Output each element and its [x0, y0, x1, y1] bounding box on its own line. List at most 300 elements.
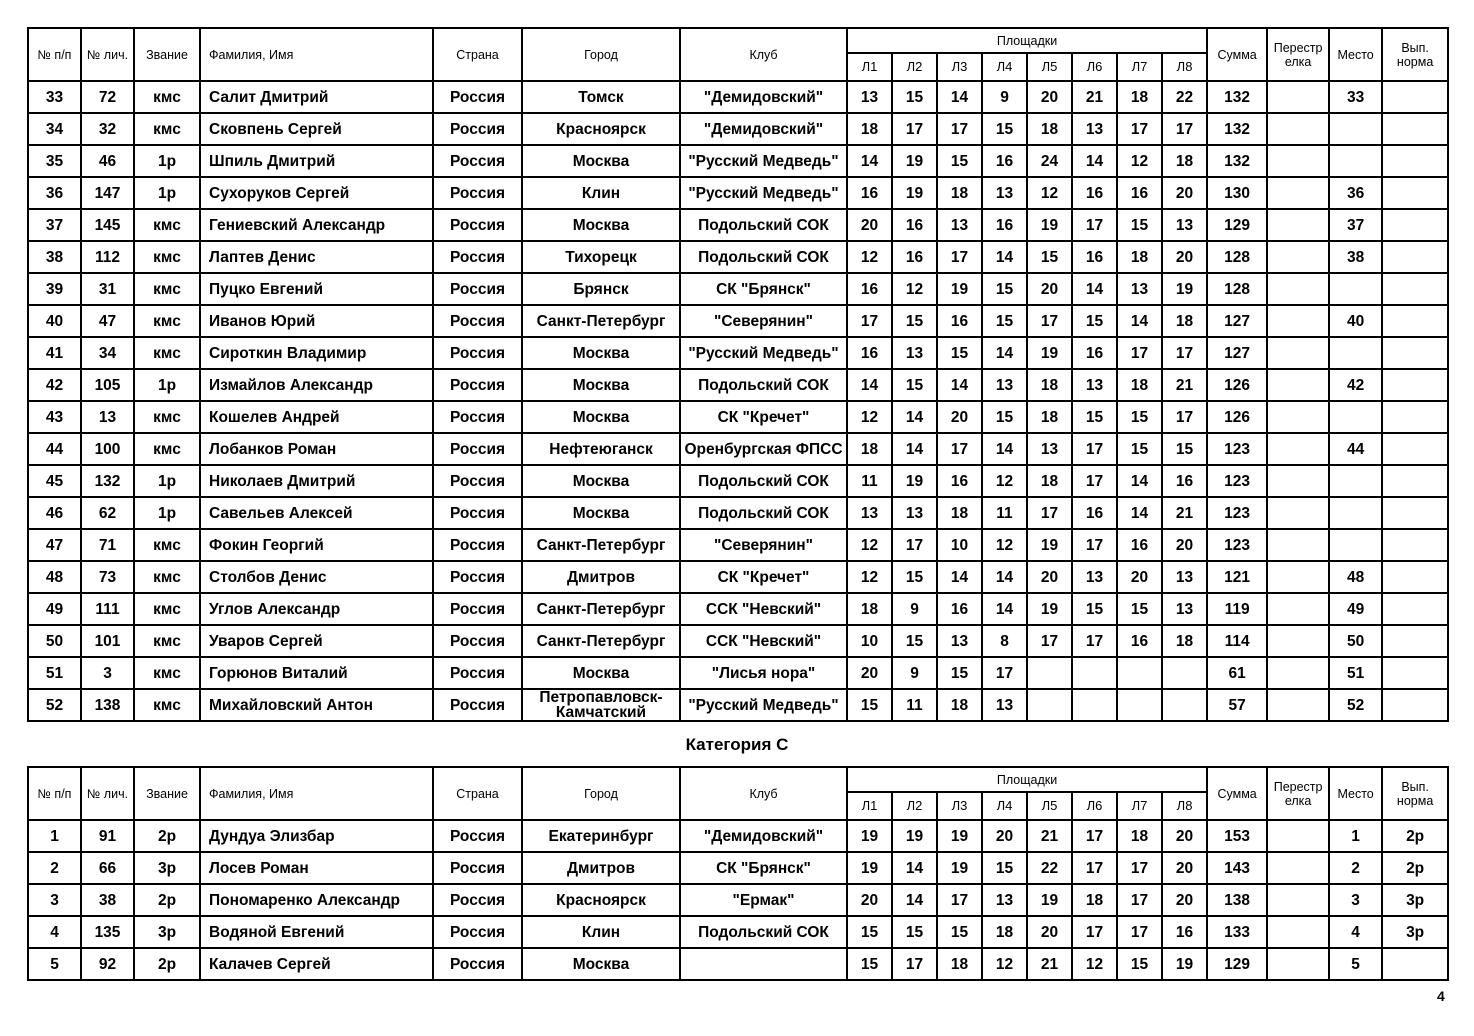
- cell-personal-number: 112: [81, 241, 134, 273]
- col-header-l3: Л3: [937, 792, 982, 820]
- cell-city: Москва: [522, 337, 680, 369]
- cell-club: [680, 948, 847, 980]
- cell-athlete-name: Лосев Роман: [200, 852, 433, 884]
- cell-sum: 128: [1207, 273, 1267, 305]
- cell-score-l7: 15: [1117, 401, 1162, 433]
- cell-score-l3: 14: [937, 561, 982, 593]
- cell-country: Россия: [433, 209, 522, 241]
- cell-score-l4: 13: [982, 369, 1027, 401]
- cell-rank: 1р: [134, 497, 200, 529]
- cell-score-l1: 12: [847, 241, 892, 273]
- cell-score-l4: 16: [982, 209, 1027, 241]
- cell-score-l6: 17: [1072, 209, 1117, 241]
- cell-score-l4: 15: [982, 852, 1027, 884]
- cell-score-l5: 18: [1027, 465, 1072, 497]
- cell-shootoff: [1267, 465, 1329, 497]
- cell-personal-number: 105: [81, 369, 134, 401]
- cell-score-l3: 14: [937, 369, 982, 401]
- cell-rank: кмс: [134, 241, 200, 273]
- cell-club: Оренбургская ФПСС: [680, 433, 847, 465]
- cell-sum: 127: [1207, 337, 1267, 369]
- cell-rank: кмс: [134, 337, 200, 369]
- cell-score-l3: 16: [937, 465, 982, 497]
- cell-personal-number: 62: [81, 497, 134, 529]
- cell-personal-number: 38: [81, 884, 134, 916]
- cell-shootoff: [1267, 852, 1329, 884]
- cell-country: Россия: [433, 401, 522, 433]
- cell-country: Россия: [433, 593, 522, 625]
- cell-score-l7: 18: [1117, 241, 1162, 273]
- cell-country: Россия: [433, 561, 522, 593]
- cell-shootoff: [1267, 433, 1329, 465]
- col-header-personal-number: № лич.: [81, 28, 134, 81]
- cell-score-l2: 19: [892, 465, 937, 497]
- cell-score-l3: 18: [937, 948, 982, 980]
- cell-score-l3: 17: [937, 433, 982, 465]
- cell-rank: кмс: [134, 209, 200, 241]
- cell-score-l3: 13: [937, 209, 982, 241]
- col-header-sum: Сумма: [1207, 767, 1267, 820]
- cell-sum: 132: [1207, 113, 1267, 145]
- cell-personal-number: 66: [81, 852, 134, 884]
- cell-athlete-name: Лобанков Роман: [200, 433, 433, 465]
- table-row: [28, 884, 1448, 916]
- col-header-club: Клуб: [680, 28, 847, 81]
- cell-sum: 143: [1207, 852, 1267, 884]
- cell-score-l7: 15: [1117, 209, 1162, 241]
- cell-score-l1: 20: [847, 657, 892, 689]
- cell-rank: 1р: [134, 369, 200, 401]
- cell-score-l5: 18: [1027, 401, 1072, 433]
- cell-shootoff: [1267, 241, 1329, 273]
- col-header-l7: Л7: [1117, 792, 1162, 820]
- cell-score-l6: 17: [1072, 916, 1117, 948]
- cell-row-number: 43: [28, 401, 81, 433]
- cell-athlete-name: Кошелев Андрей: [200, 401, 433, 433]
- cell-rank: кмс: [134, 561, 200, 593]
- cell-club: Подольский СОК: [680, 369, 847, 401]
- cell-row-number: 42: [28, 369, 81, 401]
- cell-personal-number: 71: [81, 529, 134, 561]
- cell-norm: [1382, 113, 1448, 145]
- cell-shootoff: [1267, 561, 1329, 593]
- cell-score-l4: 14: [982, 337, 1027, 369]
- table-row: [28, 916, 1448, 948]
- cell-city: Тихорецк: [522, 241, 680, 273]
- cell-athlete-name: Николаев Дмитрий: [200, 465, 433, 497]
- cell-rank: кмс: [134, 689, 200, 721]
- cell-row-number: 34: [28, 113, 81, 145]
- cell-score-l2: 19: [892, 145, 937, 177]
- cell-athlete-name: Савельев Алексей: [200, 497, 433, 529]
- cell-score-l5: 19: [1027, 209, 1072, 241]
- cell-score-l8: 20: [1162, 820, 1207, 852]
- cell-place: 2: [1329, 852, 1382, 884]
- cell-score-l5: 20: [1027, 273, 1072, 305]
- cell-score-l7: [1117, 689, 1162, 721]
- cell-club: СК "Брянск": [680, 852, 847, 884]
- cell-athlete-name: Сироткин Владимир: [200, 337, 433, 369]
- cell-norm: [1382, 81, 1448, 113]
- cell-personal-number: 31: [81, 273, 134, 305]
- cell-city: Красноярск: [522, 113, 680, 145]
- cell-rank: кмс: [134, 593, 200, 625]
- cell-place: 50: [1329, 625, 1382, 657]
- cell-norm: [1382, 433, 1448, 465]
- cell-score-l2: 14: [892, 401, 937, 433]
- cell-score-l2: 14: [892, 852, 937, 884]
- cell-athlete-name: Пономаренко Александр: [200, 884, 433, 916]
- cell-sum: 123: [1207, 529, 1267, 561]
- cell-score-l1: 16: [847, 273, 892, 305]
- table-row: [28, 497, 1448, 529]
- col-header-l1: Л1: [847, 53, 892, 81]
- cell-place: 51: [1329, 657, 1382, 689]
- cell-score-l6: 15: [1072, 593, 1117, 625]
- cell-score-l4: 12: [982, 948, 1027, 980]
- cell-norm: [1382, 948, 1448, 980]
- cell-score-l5: 13: [1027, 433, 1072, 465]
- cell-club: Подольский СОК: [680, 241, 847, 273]
- cell-athlete-name: Гениевский Александр: [200, 209, 433, 241]
- cell-score-l3: 16: [937, 593, 982, 625]
- cell-country: Россия: [433, 852, 522, 884]
- cell-score-l5: 18: [1027, 113, 1072, 145]
- cell-club: "Демидовский": [680, 81, 847, 113]
- table-row: [28, 273, 1448, 305]
- cell-rank: кмс: [134, 657, 200, 689]
- table-row: [28, 177, 1448, 209]
- cell-sum: 132: [1207, 145, 1267, 177]
- category-title: Категория C: [685, 735, 789, 754]
- cell-shootoff: [1267, 916, 1329, 948]
- cell-personal-number: 135: [81, 916, 134, 948]
- cell-row-number: 50: [28, 625, 81, 657]
- cell-personal-number: 132: [81, 465, 134, 497]
- cell-score-l6: 17: [1072, 852, 1117, 884]
- cell-country: Россия: [433, 81, 522, 113]
- col-header-l4: Л4: [982, 53, 1027, 81]
- cell-score-l1: 18: [847, 433, 892, 465]
- cell-score-l3: 18: [937, 497, 982, 529]
- cell-score-l1: 11: [847, 465, 892, 497]
- cell-row-number: 45: [28, 465, 81, 497]
- cell-country: Россия: [433, 305, 522, 337]
- cell-norm: [1382, 177, 1448, 209]
- cell-score-l4: 14: [982, 561, 1027, 593]
- cell-country: Россия: [433, 529, 522, 561]
- cell-score-l1: 19: [847, 852, 892, 884]
- cell-sum: 121: [1207, 561, 1267, 593]
- cell-norm: [1382, 145, 1448, 177]
- cell-score-l5: 17: [1027, 497, 1072, 529]
- cell-score-l6: 14: [1072, 273, 1117, 305]
- cell-score-l3: 10: [937, 529, 982, 561]
- cell-city: Клин: [522, 177, 680, 209]
- cell-shootoff: [1267, 884, 1329, 916]
- cell-club: ССК "Невский": [680, 625, 847, 657]
- cell-score-l1: 20: [847, 884, 892, 916]
- cell-score-l6: 12: [1072, 948, 1117, 980]
- cell-country: Россия: [433, 916, 522, 948]
- cell-place: 5: [1329, 948, 1382, 980]
- cell-score-l6: 16: [1072, 177, 1117, 209]
- cell-personal-number: 72: [81, 81, 134, 113]
- cell-shootoff: [1267, 497, 1329, 529]
- cell-score-l1: 16: [847, 177, 892, 209]
- col-header-personal-number: № лич.: [81, 767, 134, 820]
- cell-norm: 2р: [1382, 820, 1448, 852]
- cell-city: Дмитров: [522, 852, 680, 884]
- cell-score-l8: [1162, 689, 1207, 721]
- cell-athlete-name: Дундуа Элизбар: [200, 820, 433, 852]
- cell-city: Красноярск: [522, 884, 680, 916]
- cell-rank: кмс: [134, 113, 200, 145]
- cell-score-l1: 12: [847, 401, 892, 433]
- cell-score-l4: 15: [982, 273, 1027, 305]
- cell-score-l1: 12: [847, 529, 892, 561]
- table-row: [28, 305, 1448, 337]
- results-table-category-c: [27, 766, 1449, 981]
- cell-score-l1: 15: [847, 916, 892, 948]
- col-header-platforms-group: Площадки: [847, 28, 1207, 53]
- cell-city: Екатеринбург: [522, 820, 680, 852]
- cell-place: 38: [1329, 241, 1382, 273]
- cell-norm: [1382, 305, 1448, 337]
- cell-city: Томск: [522, 81, 680, 113]
- cell-club: "Демидовский": [680, 113, 847, 145]
- cell-score-l4: 14: [982, 593, 1027, 625]
- col-header-l4: Л4: [982, 792, 1027, 820]
- cell-score-l6: 14: [1072, 145, 1117, 177]
- table-row: [28, 241, 1448, 273]
- cell-place: 36: [1329, 177, 1382, 209]
- cell-score-l8: 19: [1162, 273, 1207, 305]
- cell-place: 49: [1329, 593, 1382, 625]
- cell-score-l4: 9: [982, 81, 1027, 113]
- col-header-place: Место: [1329, 28, 1382, 81]
- cell-shootoff: [1267, 401, 1329, 433]
- cell-score-l3: 13: [937, 625, 982, 657]
- table-row: [28, 948, 1448, 980]
- cell-city: Санкт-Петербург: [522, 305, 680, 337]
- cell-country: Россия: [433, 689, 522, 721]
- table-row: [28, 337, 1448, 369]
- cell-score-l4: 15: [982, 305, 1027, 337]
- cell-norm: [1382, 625, 1448, 657]
- cell-score-l6: 13: [1072, 561, 1117, 593]
- cell-personal-number: 13: [81, 401, 134, 433]
- cell-city: Москва: [522, 497, 680, 529]
- cell-score-l7: 12: [1117, 145, 1162, 177]
- col-header-rank: Звание: [134, 767, 200, 820]
- cell-country: Россия: [433, 241, 522, 273]
- cell-shootoff: [1267, 209, 1329, 241]
- col-header-club: Клуб: [680, 767, 847, 820]
- col-header-row-number: № п/п: [28, 767, 81, 820]
- cell-rank: кмс: [134, 433, 200, 465]
- cell-club: ССК "Невский": [680, 593, 847, 625]
- cell-athlete-name: Столбов Денис: [200, 561, 433, 593]
- cell-score-l8: 16: [1162, 465, 1207, 497]
- cell-norm: [1382, 689, 1448, 721]
- cell-row-number: 4: [28, 916, 81, 948]
- cell-city: Санкт-Петербург: [522, 529, 680, 561]
- cell-score-l1: 13: [847, 497, 892, 529]
- cell-score-l6: 16: [1072, 497, 1117, 529]
- cell-score-l8: 20: [1162, 177, 1207, 209]
- cell-score-l6: 17: [1072, 529, 1117, 561]
- cell-score-l2: 19: [892, 820, 937, 852]
- cell-rank: кмс: [134, 273, 200, 305]
- cell-score-l2: 12: [892, 273, 937, 305]
- cell-shootoff: [1267, 177, 1329, 209]
- table-row: [28, 852, 1448, 884]
- cell-score-l5: 20: [1027, 561, 1072, 593]
- cell-score-l4: 13: [982, 884, 1027, 916]
- cell-score-l2: 14: [892, 433, 937, 465]
- cell-personal-number: 46: [81, 145, 134, 177]
- cell-score-l8: [1162, 657, 1207, 689]
- cell-athlete-name: Салит Дмитрий: [200, 81, 433, 113]
- col-header-l5: Л5: [1027, 792, 1072, 820]
- cell-rank: 2р: [134, 820, 200, 852]
- cell-score-l7: 15: [1117, 948, 1162, 980]
- cell-place: [1329, 465, 1382, 497]
- cell-score-l6: 16: [1072, 337, 1117, 369]
- cell-city: Санкт-Петербург: [522, 593, 680, 625]
- cell-row-number: 3: [28, 884, 81, 916]
- cell-shootoff: [1267, 625, 1329, 657]
- cell-country: Россия: [433, 433, 522, 465]
- cell-club: "Северянин": [680, 529, 847, 561]
- cell-place: 44: [1329, 433, 1382, 465]
- cell-score-l1: 18: [847, 113, 892, 145]
- col-header-country: Страна: [433, 28, 522, 81]
- table-row: [28, 465, 1448, 497]
- cell-rank: 3р: [134, 916, 200, 948]
- cell-score-l2: 16: [892, 209, 937, 241]
- cell-personal-number: 34: [81, 337, 134, 369]
- cell-score-l7: 16: [1117, 177, 1162, 209]
- table-row: [28, 657, 1448, 689]
- cell-score-l6: 15: [1072, 401, 1117, 433]
- cell-place: 4: [1329, 916, 1382, 948]
- cell-score-l7: 14: [1117, 465, 1162, 497]
- cell-score-l4: 17: [982, 657, 1027, 689]
- cell-score-l5: 19: [1027, 593, 1072, 625]
- cell-club: "Русский Медведь": [680, 145, 847, 177]
- cell-sum: 129: [1207, 209, 1267, 241]
- cell-score-l1: 15: [847, 948, 892, 980]
- col-header-l6: Л6: [1072, 792, 1117, 820]
- cell-score-l3: 19: [937, 820, 982, 852]
- table-row: [28, 689, 1448, 721]
- cell-shootoff: [1267, 337, 1329, 369]
- cell-row-number: 33: [28, 81, 81, 113]
- cell-rank: кмс: [134, 81, 200, 113]
- cell-row-number: 41: [28, 337, 81, 369]
- cell-score-l2: 15: [892, 369, 937, 401]
- cell-score-l7: 18: [1117, 369, 1162, 401]
- cell-score-l5: 12: [1027, 177, 1072, 209]
- cell-score-l5: 20: [1027, 916, 1072, 948]
- cell-norm: [1382, 497, 1448, 529]
- cell-shootoff: [1267, 820, 1329, 852]
- cell-score-l8: 18: [1162, 625, 1207, 657]
- cell-score-l1: 19: [847, 820, 892, 852]
- cell-score-l8: 18: [1162, 145, 1207, 177]
- cell-score-l7: 15: [1117, 593, 1162, 625]
- cell-score-l2: 17: [892, 113, 937, 145]
- cell-athlete-name: Фокин Георгий: [200, 529, 433, 561]
- cell-sum: 129: [1207, 948, 1267, 980]
- cell-place: 1: [1329, 820, 1382, 852]
- col-header-shootoff: Перестрелка: [1267, 28, 1329, 81]
- cell-club: Подольский СОК: [680, 497, 847, 529]
- cell-norm: [1382, 209, 1448, 241]
- cell-score-l4: 15: [982, 401, 1027, 433]
- cell-row-number: 5: [28, 948, 81, 980]
- results-table-upper: [27, 27, 1449, 722]
- col-header-name: Фамилия, Имя: [200, 767, 433, 820]
- cell-score-l7: 16: [1117, 625, 1162, 657]
- cell-shootoff: [1267, 81, 1329, 113]
- table-row: [28, 529, 1448, 561]
- cell-sum: 133: [1207, 916, 1267, 948]
- cell-athlete-name: Уваров Сергей: [200, 625, 433, 657]
- cell-score-l2: 15: [892, 561, 937, 593]
- cell-score-l4: 14: [982, 241, 1027, 273]
- cell-score-l4: 11: [982, 497, 1027, 529]
- cell-place: [1329, 145, 1382, 177]
- cell-athlete-name: Водяной Евгений: [200, 916, 433, 948]
- cell-score-l6: [1072, 689, 1117, 721]
- cell-norm: 3р: [1382, 884, 1448, 916]
- cell-norm: [1382, 241, 1448, 273]
- cell-row-number: 39: [28, 273, 81, 305]
- cell-place: [1329, 273, 1382, 305]
- cell-sum: 57: [1207, 689, 1267, 721]
- cell-score-l2: 15: [892, 916, 937, 948]
- cell-score-l1: 15: [847, 689, 892, 721]
- cell-score-l8: 17: [1162, 337, 1207, 369]
- col-header-city: Город: [522, 767, 680, 820]
- cell-score-l4: 15: [982, 113, 1027, 145]
- cell-score-l3: 17: [937, 241, 982, 273]
- cell-personal-number: 91: [81, 820, 134, 852]
- cell-score-l7: 18: [1117, 81, 1162, 113]
- col-header-sum: Сумма: [1207, 28, 1267, 81]
- cell-personal-number: 100: [81, 433, 134, 465]
- cell-sum: 128: [1207, 241, 1267, 273]
- cell-city: Нефтеюганск: [522, 433, 680, 465]
- cell-row-number: 36: [28, 177, 81, 209]
- cell-row-number: 49: [28, 593, 81, 625]
- cell-score-l4: 20: [982, 820, 1027, 852]
- cell-country: Россия: [433, 369, 522, 401]
- col-header-row-number: № п/п: [28, 28, 81, 81]
- cell-sum: 123: [1207, 497, 1267, 529]
- cell-score-l3: 20: [937, 401, 982, 433]
- cell-place: 37: [1329, 209, 1382, 241]
- table-row: [28, 561, 1448, 593]
- cell-score-l8: 15: [1162, 433, 1207, 465]
- col-header-norm: Вып. норма: [1382, 28, 1448, 81]
- cell-sum: 130: [1207, 177, 1267, 209]
- cell-city: Петропавловск-Камчатский: [522, 689, 680, 721]
- cell-score-l3: 18: [937, 177, 982, 209]
